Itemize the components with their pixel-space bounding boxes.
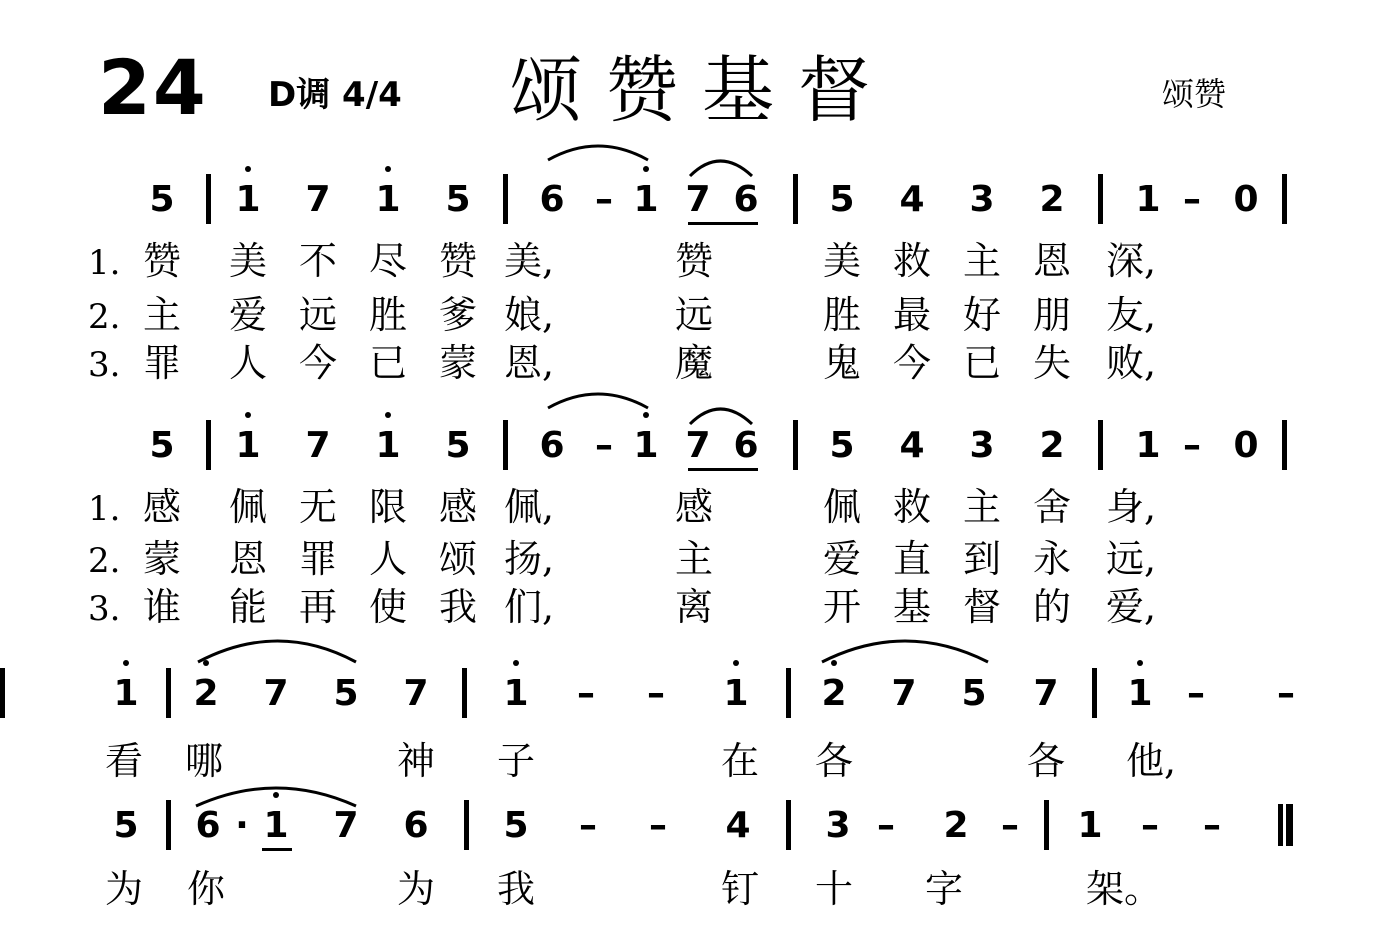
note: 5 (113, 805, 139, 846)
note: 7 (305, 179, 331, 220)
dash-note: – (649, 805, 667, 846)
lyric-char: 感 (438, 485, 477, 529)
slur (196, 788, 356, 806)
lyric-char: 蒙 (438, 341, 477, 385)
lyric-char: 颂 (438, 537, 477, 581)
verse-number: 2. (88, 541, 121, 581)
dash-note: – (1187, 673, 1205, 714)
lyric-char: 尽 (368, 239, 407, 283)
lyric-char: 好 (962, 293, 1001, 337)
hymn-category: 颂赞 (1162, 75, 1227, 113)
lyric-char: 胜 (368, 293, 407, 337)
dash-note: – (1183, 179, 1201, 220)
note: 1 (235, 425, 261, 466)
lyric-char: 使 (368, 585, 407, 629)
lyric-char: 深, (1106, 239, 1157, 283)
note: 1 (113, 673, 139, 714)
note: 5 (149, 179, 175, 220)
note: 1 (1127, 673, 1153, 714)
lyric-char: 罪 (298, 537, 337, 581)
verse-number: 2. (88, 297, 121, 337)
note: 1 (633, 425, 659, 466)
lyric-char: 娘, (504, 293, 555, 337)
note: 7 (685, 179, 711, 220)
note: 1 (263, 805, 289, 846)
note: 4 (899, 425, 925, 466)
lyric-char: 他, (1126, 739, 1177, 783)
slur (690, 161, 752, 176)
lyric-char: 爱, (1106, 585, 1157, 629)
lyric-char: 子 (496, 739, 535, 783)
lyric-char: 主 (962, 239, 1001, 283)
note: 2 (1039, 425, 1065, 466)
lyric-char: 人 (368, 537, 407, 581)
lyric-char: 蒙 (142, 537, 181, 581)
lyric-char: 扬, (504, 537, 555, 581)
lyric-char: 恩 (1032, 239, 1071, 283)
lyric-char: 佩 (822, 485, 861, 529)
lyric-char: 架。 (1086, 867, 1163, 911)
lyric-char: 们, (504, 585, 555, 629)
lyric-char: 感 (142, 485, 181, 529)
lyric-char: 督 (962, 585, 1001, 629)
lyric-char: 美 (822, 239, 861, 283)
lyric-char: 爱 (822, 537, 861, 581)
note: 5 (961, 673, 987, 714)
dash-note: – (1141, 805, 1159, 846)
lyric-char: 佩, (504, 485, 555, 529)
dash-note: – (1203, 805, 1221, 846)
note: 1 (375, 179, 401, 220)
note: 7 (305, 425, 331, 466)
lyric-char: 直 (892, 537, 931, 581)
note: 6 (403, 805, 429, 846)
lyric-char: 主 (674, 537, 713, 581)
lyric-char: 远 (298, 293, 337, 337)
lyric-char: 主 (142, 293, 181, 337)
slur (822, 641, 988, 662)
note: 2 (1039, 179, 1065, 220)
dash-note: – (1183, 425, 1201, 466)
note: 4 (899, 179, 925, 220)
note: 7 (263, 673, 289, 714)
note: 4 (725, 805, 751, 846)
lyric-char: 今 (892, 341, 931, 385)
lyric-char: 不 (298, 239, 337, 283)
note: 6 (195, 805, 221, 846)
lyric-char: 友, (1106, 293, 1157, 337)
lyric-char: 魔 (674, 341, 713, 385)
note: 5 (829, 425, 855, 466)
note: 6 (539, 179, 565, 220)
lyric-char: 救 (892, 239, 931, 283)
lyric-char: 舍 (1032, 485, 1071, 529)
lyric-char: 谁 (142, 585, 181, 629)
lyric-char: 主 (962, 485, 1001, 529)
lyric-char: 已 (962, 341, 1001, 385)
note: 5 (149, 425, 175, 466)
note: 2 (943, 805, 969, 846)
lyric-char: 最 (892, 293, 931, 337)
lyric-char: 已 (368, 341, 407, 385)
lyric-char: 救 (892, 485, 931, 529)
lyric-char: 赞 (142, 239, 181, 283)
lyric-char: 无 (298, 485, 337, 529)
dash-note: – (595, 179, 613, 220)
lyric-char: 神 (396, 739, 435, 783)
note: 7 (1033, 673, 1059, 714)
lyric-char: 为 (104, 867, 143, 911)
key-time-signature: D调 4/4 (268, 75, 402, 115)
note: 0 (1233, 425, 1259, 466)
slur (198, 641, 356, 662)
lyric-char: 今 (298, 341, 337, 385)
slur (548, 394, 648, 408)
lyric-char: 哪 (184, 739, 223, 783)
lyric-char: 能 (228, 585, 267, 629)
lyric-char: 爱 (228, 293, 267, 337)
lyric-char: 在 (720, 739, 759, 783)
lyric-char: 恩 (228, 537, 267, 581)
lyric-char: 看 (104, 739, 143, 783)
lyric-char: 离 (674, 585, 713, 629)
lyric-char: 失 (1032, 341, 1071, 385)
lyric-char: 感 (674, 485, 713, 529)
lyric-char: 各 (814, 739, 853, 783)
lyric-char: 人 (228, 341, 267, 385)
lyric-char: 恩, (504, 341, 555, 385)
lyric-char: 开 (822, 585, 861, 629)
lyric-char: 美, (504, 239, 555, 283)
lyric-char: 赞 (674, 239, 713, 283)
note: 3 (825, 805, 851, 846)
lyric-char: 败, (1106, 341, 1157, 385)
verse-number: 3. (88, 589, 121, 629)
note: 5 (829, 179, 855, 220)
lyric-char: 各 (1026, 739, 1065, 783)
lyric-char: 远 (674, 293, 713, 337)
dash-note: – (1001, 805, 1019, 846)
note: 2 (821, 673, 847, 714)
verse-number: 1. (88, 243, 121, 283)
lyric-char: 十 (814, 867, 853, 911)
dash-note: – (579, 805, 597, 846)
hymn-title: 颂赞基督 (510, 48, 895, 132)
note: 1 (235, 179, 261, 220)
lyric-char: 鬼 (822, 341, 861, 385)
note: 6 (539, 425, 565, 466)
note: 1 (1135, 179, 1161, 220)
lyric-char: 限 (368, 485, 407, 529)
note: 5 (445, 179, 471, 220)
lyric-char: 再 (298, 585, 337, 629)
lyric-char: 朋 (1032, 293, 1071, 337)
note: 5 (503, 805, 529, 846)
lyric-char: 的 (1032, 585, 1071, 629)
lyric-char: 我 (438, 585, 477, 629)
note: 1 (1077, 805, 1103, 846)
dash-note: – (877, 805, 895, 846)
slur (548, 146, 648, 160)
verse-number: 3. (88, 345, 121, 385)
lyric-char: 钉 (720, 867, 759, 911)
hymn-number: 24 (98, 43, 208, 132)
lyric-char: 永 (1032, 537, 1071, 581)
lyric-char: 赞 (438, 239, 477, 283)
note: 7 (891, 673, 917, 714)
note: 5 (333, 673, 359, 714)
note: 3 (969, 425, 995, 466)
lyric-char: 爹 (438, 293, 477, 337)
note: 7 (685, 425, 711, 466)
lyric-char: 远, (1106, 537, 1157, 581)
lyric-char: 身, (1106, 485, 1157, 529)
dash-note: – (1277, 673, 1295, 714)
lyric-char: 罪 (142, 341, 181, 385)
note: 1 (633, 179, 659, 220)
dot-note: · (235, 805, 249, 846)
lyric-char: 美 (228, 239, 267, 283)
note: 7 (403, 673, 429, 714)
note: 5 (445, 425, 471, 466)
note: 6 (733, 179, 759, 220)
lyric-char: 字 (924, 867, 963, 911)
note: 1 (1135, 425, 1161, 466)
lyric-char: 佩 (228, 485, 267, 529)
note: 1 (503, 673, 529, 714)
lyric-char: 你 (186, 867, 225, 911)
dash-note: – (595, 425, 613, 466)
lyric-char: 到 (962, 537, 1001, 581)
note: 1 (375, 425, 401, 466)
note: 1 (723, 673, 749, 714)
dash-note: – (647, 673, 665, 714)
note: 0 (1233, 179, 1259, 220)
lyric-char: 基 (892, 585, 931, 629)
note: 7 (333, 805, 359, 846)
note: 2 (193, 673, 219, 714)
dash-note: – (577, 673, 595, 714)
note: 6 (733, 425, 759, 466)
slur (690, 409, 752, 424)
lyric-char: 为 (396, 867, 435, 911)
note: 3 (969, 179, 995, 220)
verse-number: 1. (88, 489, 121, 529)
lyric-char: 我 (496, 867, 535, 911)
lyric-char: 胜 (822, 293, 861, 337)
